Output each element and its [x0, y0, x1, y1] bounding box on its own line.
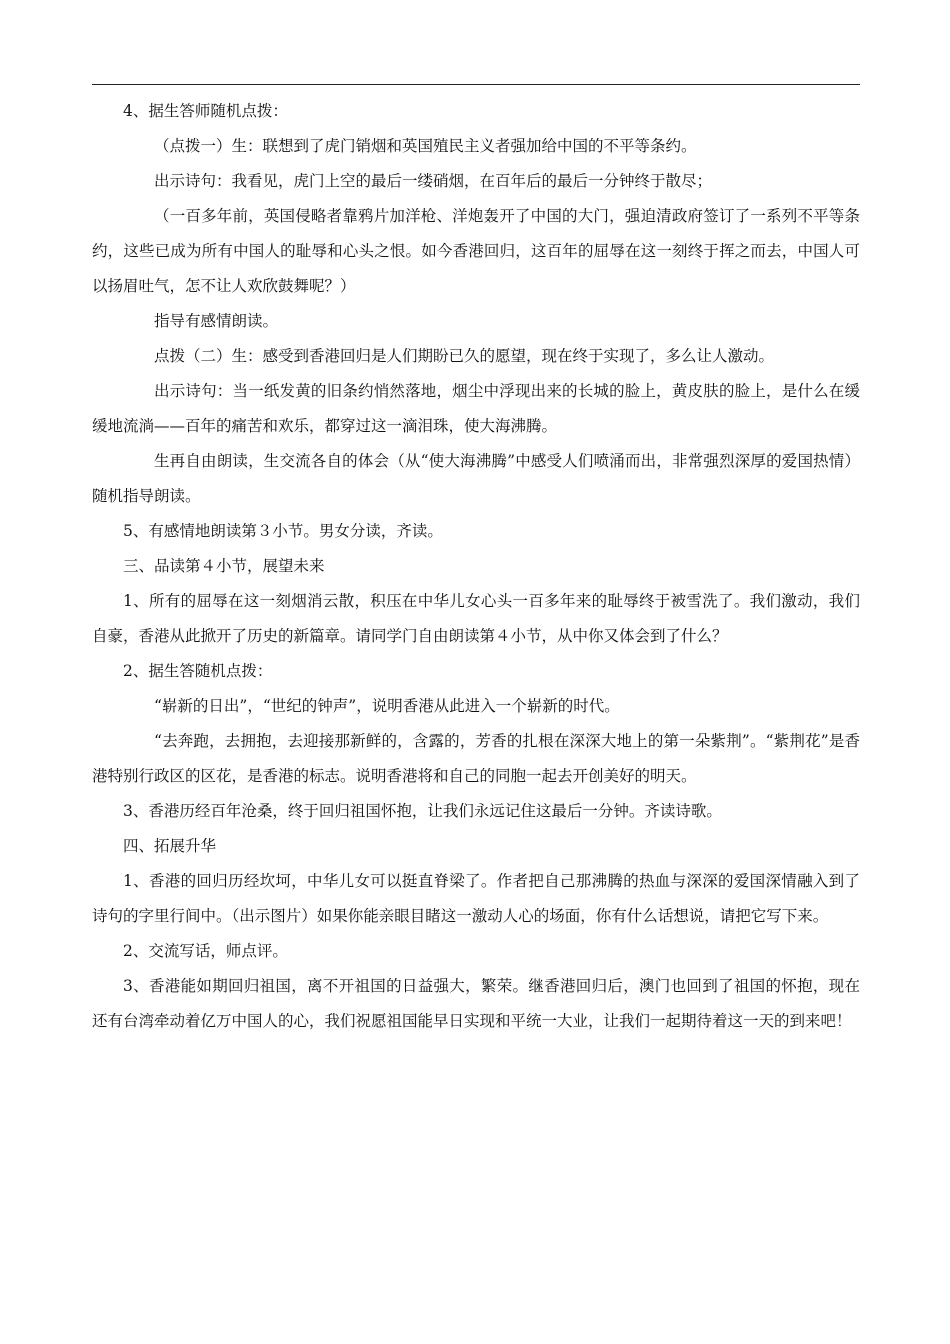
paragraph: 1、香港的回归历经坎坷，中华儿女可以挺直脊梁了。作者把自己那沸腾的热血与深深的爱国深情融入到了诗句的字里行间中。（出示图片）如果你能亲眼目睹这一激动人心的场面，你有什么话想说，请把它写下来。: [92, 872, 860, 925]
paragraph: 指导有感情朗读。: [154, 312, 279, 330]
section-heading: 四、拓展升华: [123, 837, 217, 855]
document-body: [92, 94, 860, 1039]
paragraph: 点拨（二）生：感受到香港回归是人们期盼已久的愿望，现在终于实现了，多么让人激动。: [154, 347, 775, 365]
paragraph: “去奔跑，去拥抱，去迎接那新鲜的，含露的，芳香的扎根在深深大地上的第一朵紫荆”。“紫荆花”是香港特别行政区的区花，是香港的标志。说明香港将和自己的同胞一起去开创美好的明天。: [92, 732, 860, 785]
paragraph: 1、所有的屈辱在这一刻烟消云散，积压在中华儿女心头一百多年来的耻辱终于被雪洗了。我们激动，我们自豪，香港从此掀开了历史的新篇章。请同学门自由朗读第４小节，从中你又体会到了什么？: [92, 592, 860, 645]
paragraph: 2、据生答随机点拨：: [123, 662, 273, 680]
paragraph: 出示诗句：我看见，虎门上空的最后一缕硝烟，在百年后的最后一分钟终于散尽；: [154, 172, 713, 190]
header-rule: [92, 84, 860, 85]
section-heading: 三、品读第４小节，展望未来: [123, 557, 325, 575]
paragraph: 3、香港历经百年沧桑，终于回归祖国怀抱，让我们永远记住这最后一分钟。齐读诗歌。: [123, 802, 722, 820]
paragraph: （一百多年前，英国侵略者靠鸦片加洋枪、洋炮轰开了中国的大门，强迫清政府签订了一系列不平等条约，这些已成为所有中国人的耻辱和心头之恨。如今香港回归，这百年的屈辱在这一刻终于挥之而去，中国人可以扬眉吐气，怎不让人欢欣鼓舞呢？）: [92, 207, 860, 295]
paragraph: （点拨一）生：联想到了虎门销烟和英国殖民主义者强加给中国的不平等条约。: [154, 137, 697, 155]
paragraph: “崭新的日出”，“世纪的钟声”，说明香港从此进入一个崭新的时代。: [154, 697, 620, 715]
paragraph: 生再自由朗读，生交流各自的体会（从“使大海沸腾”中感受人们喷涌而出，非常强烈深厚的爱国热情）随机指导朗读。: [92, 452, 860, 505]
paragraph: 4、据生答师随机点拨：: [123, 102, 288, 120]
paragraph: 5、有感情地朗读第３小节。男女分读，齐读。: [123, 522, 443, 540]
paragraph: 出示诗句：当一纸发黄的旧条约悄然落地，烟尘中浮现出来的长城的脸上，黄皮肤的脸上，是什么在缓缓地流淌——百年的痛苦和欢乐，都穿过这一滴泪珠，使大海沸腾。: [92, 382, 860, 435]
paragraph: 2、交流写话，师点评。: [123, 942, 288, 960]
paragraph: 3、香港能如期回归祖国，离不开祖国的日益强大，繁荣。继香港回归后，澳门也回到了祖国的怀抱，现在还有台湾牵动着亿万中国人的心，我们祝愿祖国能早日实现和平统一大业，让我们一起期待着这一天的到来吧！: [92, 977, 860, 1030]
